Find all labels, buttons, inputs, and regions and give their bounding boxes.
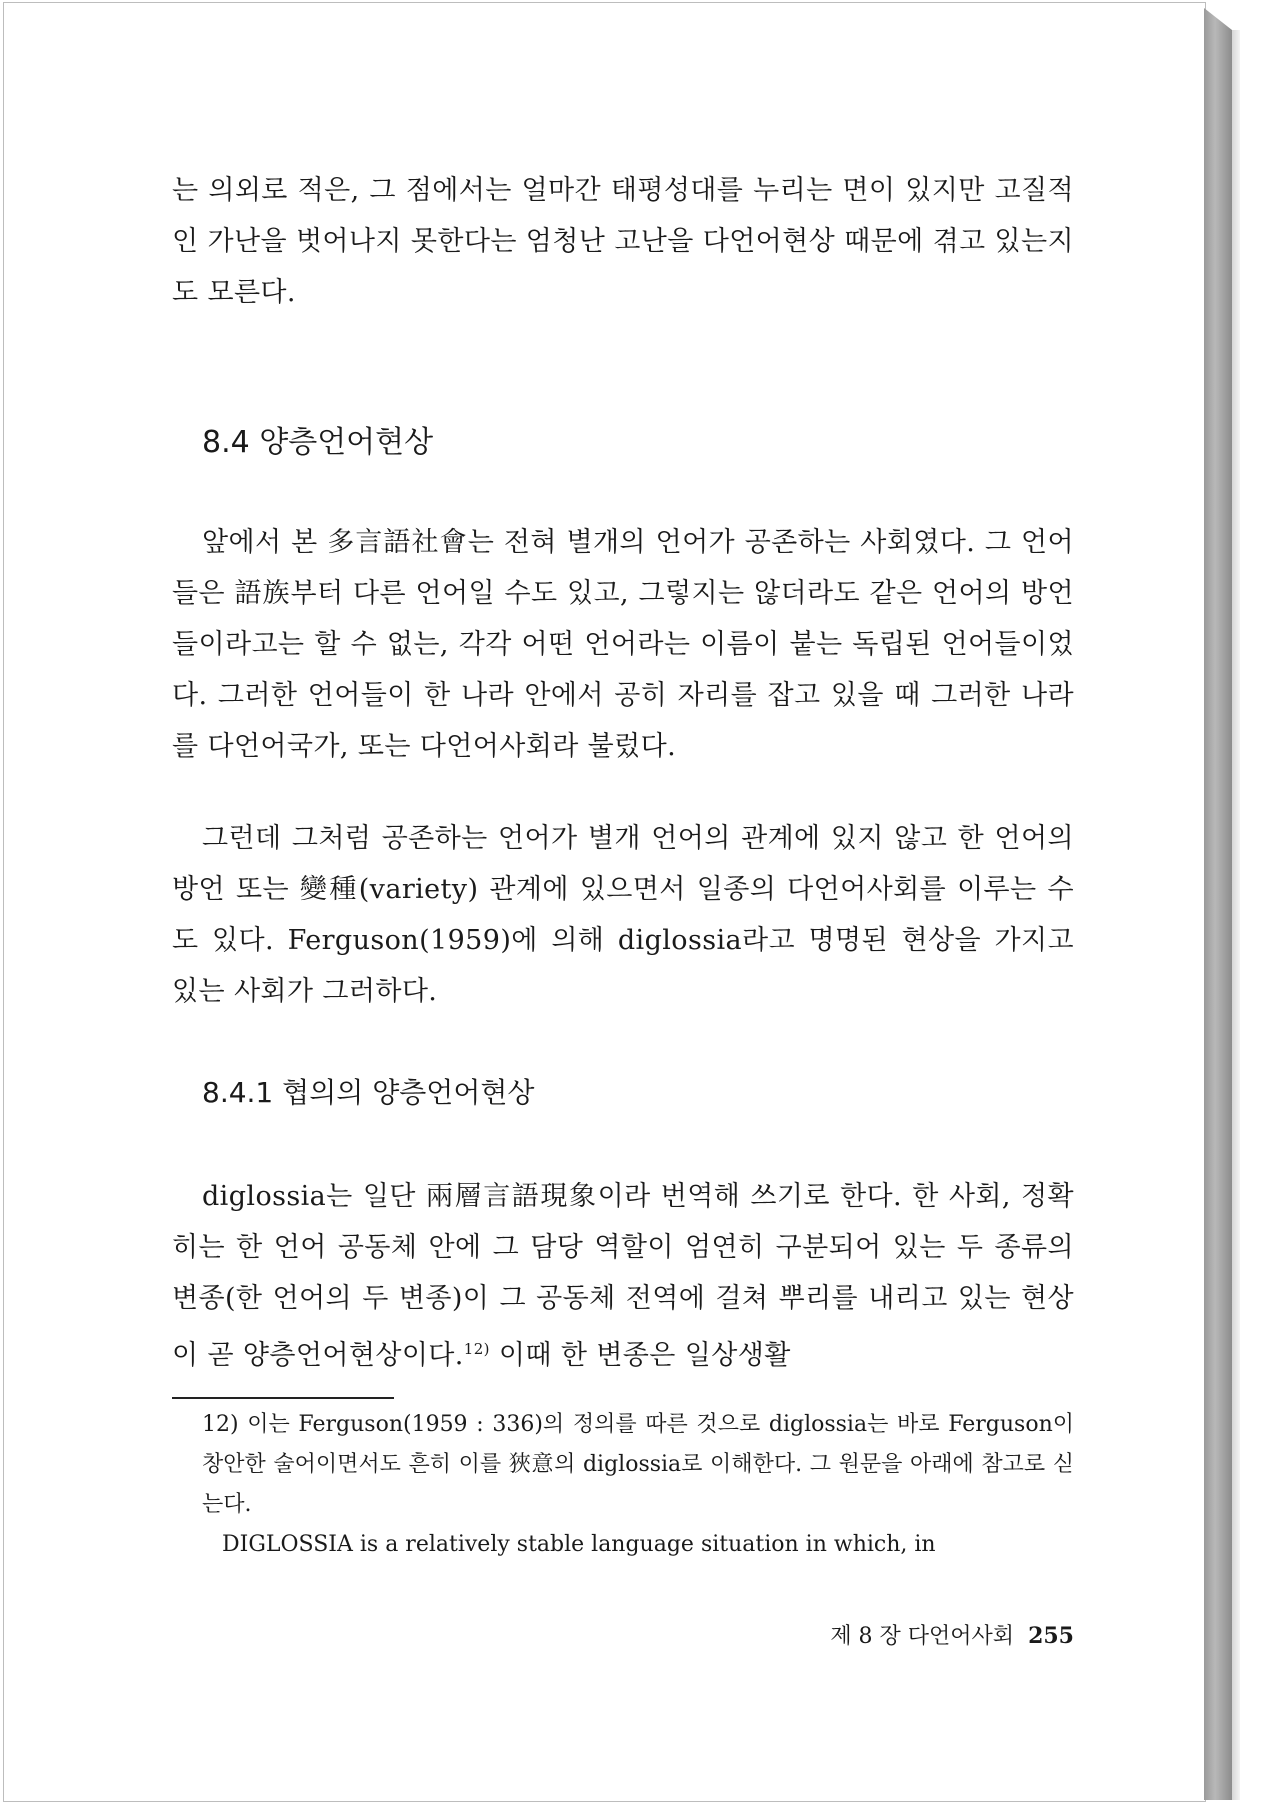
footnote-body: 12) 이는 Ferguson(1959 : 336)의 정의를 따른 것으로 diglossia는 바로 Ferguson이 창안한 술어이면서도 흔히 이를 狹意의 diglossia로 이해한다. 그 원문을 아래에 참고로 싣는다. bbox=[202, 1412, 1074, 1517]
paragraph-multilingual-society: 앞에서 본 多言語社會는 전혀 별개의 언어가 공존하는 사회였다. 그 언어들은 語族부터 다른 언어일 수도 있고, 그렇지는 않더라도 같은 언어의 방언들이라고는 할 수 없는, 각각 어떤 언어라는 이름이 붙는 독립된 언어들이었다. 그러한 언어들이 한 나라 안에서 공히 자리를 잡고 있을 때 그러한 나라를 다언어국가, 또는 다언어사회라 불렀다. bbox=[172, 527, 1074, 762]
footnote bbox=[202, 1405, 1074, 1565]
book-page bbox=[3, 2, 1206, 1802]
footnote-divider bbox=[172, 1397, 394, 1399]
chapter-title: 제 8 장 다언어사회 bbox=[830, 1624, 1015, 1649]
subsection-heading: 8.4.1 협의의 양층언어현상 bbox=[202, 1076, 535, 1109]
paragraph-text: diglossia는 일단 兩層言語現象이라 번역해 쓰기로 한다. 한 사회, 정확히는 한 언어 공동체 안에 그 담당 역할이 엄연히 구분되어 있는 두 종류의 변종(한 언어의 두 변종)이 그 공동체 전역에 걸쳐 뿌리를 내리고 있는 현상이 곧 양층언어현상이다. bbox=[172, 1181, 1074, 1371]
footnote-reference[interactable]: 12) bbox=[463, 1340, 490, 1358]
footnote-quote: DIGLOSSIA is a relatively stable language situation in which, in bbox=[222, 1532, 936, 1557]
paragraph-continuation: 는 의외로 적은, 그 점에서는 얼마간 태평성대를 누리는 면이 있지만 고질적인 가난을 벗어나지 못한다는 엄청난 고난을 다언어현상 때문에 겪고 있는지도 모른다. bbox=[172, 175, 1074, 308]
paragraph-diglossia-definition bbox=[172, 1171, 1074, 1381]
paragraph-diglossia-intro: 그런데 그처럼 공존하는 언어가 별개 언어의 관계에 있지 않고 한 언어의 방언 또는 變種(variety) 관계에 있으면서 일종의 다언어사회를 이루는 수도 있다. Ferguson(1959)에 의해 diglossia라고 명명된 현상을 가지고 있는 사회가 그러하다. bbox=[172, 823, 1074, 1007]
paragraph-text-end: 이때 한 변종은 일상생활 bbox=[489, 1340, 791, 1371]
page-number: 255 bbox=[1028, 1623, 1074, 1649]
running-footer bbox=[772, 1619, 1074, 1650]
section-heading: 8.4 양층언어현상 bbox=[202, 425, 434, 460]
page-edge-shadow bbox=[1232, 30, 1240, 1800]
page-edge bbox=[1204, 8, 1232, 1800]
